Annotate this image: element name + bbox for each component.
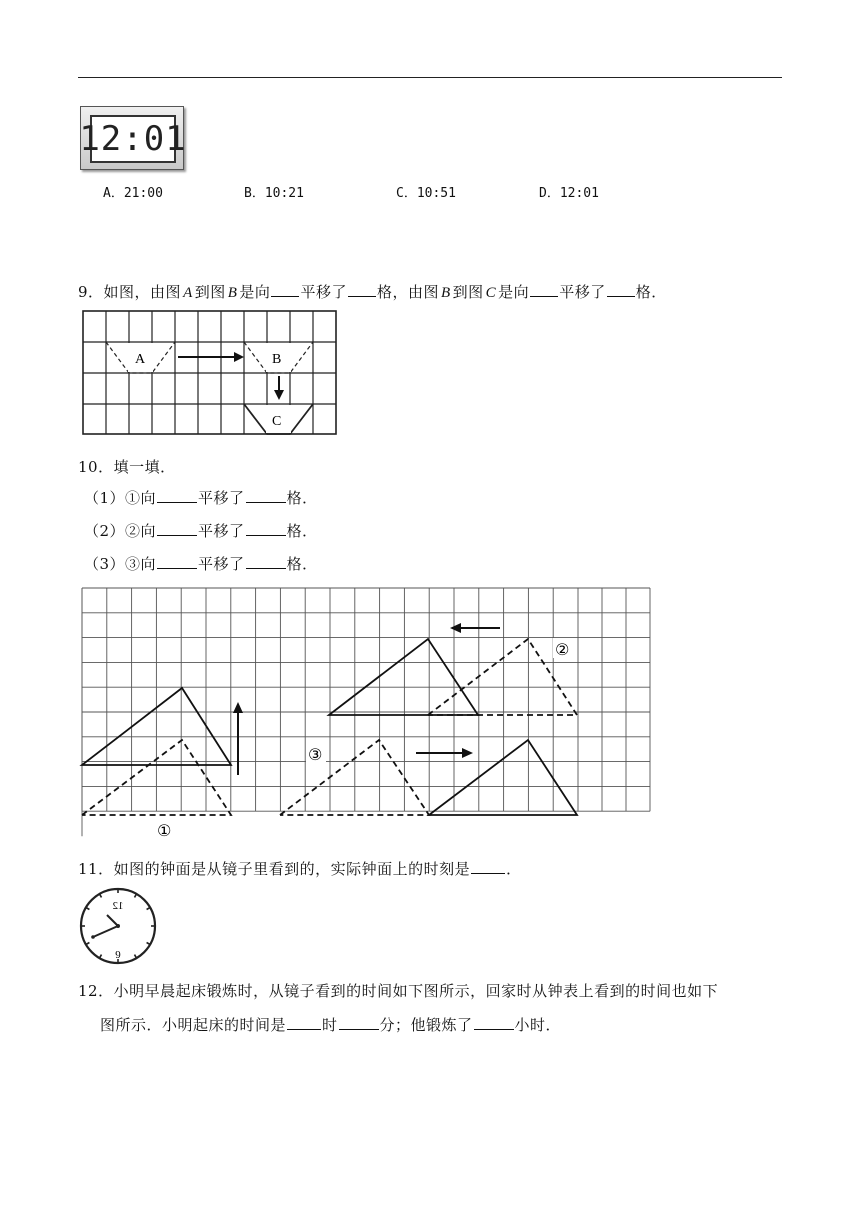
header-rule	[78, 77, 782, 78]
q10-item-2	[84, 520, 318, 541]
q10-item-3	[84, 553, 318, 574]
label-b: B	[272, 352, 282, 367]
mark-3: ③	[308, 745, 323, 764]
shape-3-solid	[429, 740, 577, 815]
q10-item-1	[84, 487, 318, 508]
mirror-clock	[78, 886, 160, 968]
item-suffix: 格．	[286, 555, 318, 573]
question-10-title: 10．填一填．	[78, 458, 176, 476]
q12-text: 时	[322, 1016, 338, 1034]
answer-blank[interactable]	[607, 282, 635, 297]
q9-text: 格．	[635, 283, 667, 301]
figure-b-label: B	[227, 285, 238, 301]
label-a: A	[135, 352, 146, 367]
q12-text: 图所示．小明起床的时间是	[100, 1016, 287, 1034]
option-value: 10:21	[264, 186, 304, 201]
digital-clock	[79, 106, 187, 170]
figure-b-label: B	[440, 285, 451, 301]
option-b[interactable]	[244, 182, 304, 201]
q11-suffix: ．	[506, 860, 522, 878]
option-a[interactable]	[103, 182, 163, 201]
mark-2: ②	[555, 640, 570, 659]
question-12-line-1: 12．小明早晨起床锻炼时，从镜子看到的时间如下图所示，回家时从钟表上看到的时间也如下	[78, 982, 719, 1000]
answer-blank[interactable]	[157, 521, 197, 536]
q11-text: 11．如图的钟面是从镜子里看到的，实际钟面上的时刻是	[78, 860, 471, 878]
answer-blank[interactable]	[530, 282, 558, 297]
q12-text: 小时．	[514, 1016, 562, 1034]
answer-blank[interactable]	[471, 859, 505, 874]
answer-blank[interactable]	[246, 521, 286, 536]
answer-blank[interactable]	[157, 554, 197, 569]
answer-blank[interactable]	[339, 1015, 379, 1030]
q9-text: 是向	[239, 283, 271, 301]
answer-blank[interactable]	[157, 488, 197, 503]
option-value: 21:00	[123, 186, 163, 201]
answer-blank[interactable]	[246, 554, 286, 569]
q9-text: 到图	[194, 283, 226, 301]
q9-text: 平移了	[300, 283, 347, 301]
q10-grid-figure	[78, 585, 653, 840]
item-prefix: （2）②向	[84, 522, 157, 540]
option-value: 12:01	[559, 186, 599, 201]
question-9	[78, 281, 667, 302]
answer-blank[interactable]	[474, 1015, 514, 1030]
q9-text: 平移了	[559, 283, 606, 301]
q9-text: 是向	[498, 283, 530, 301]
q9-text: 格，由图	[376, 283, 439, 301]
option-label: C．	[396, 186, 417, 201]
option-value: 10:51	[416, 186, 456, 201]
answer-blank[interactable]	[287, 1015, 321, 1030]
clock-number-6: 6	[115, 948, 121, 960]
question-12-line-2	[100, 1014, 561, 1035]
answer-blank[interactable]	[348, 282, 376, 297]
option-label: B．	[244, 186, 265, 201]
answer-blank[interactable]	[246, 488, 286, 503]
figure-a-label: A	[183, 285, 193, 301]
option-label: A．	[103, 186, 124, 201]
answer-blank[interactable]	[271, 282, 299, 297]
q9-text: 到图	[452, 283, 484, 301]
item-mid: 平移了	[198, 522, 245, 540]
clock-digits: 12:01	[79, 119, 187, 159]
item-mid: 平移了	[198, 555, 245, 573]
option-c[interactable]	[396, 182, 456, 201]
label-c: C	[272, 414, 282, 429]
item-suffix: 格．	[286, 489, 318, 507]
q9-text: 如图，由图	[103, 283, 182, 301]
q9-grid-figure	[82, 310, 338, 436]
option-d[interactable]	[539, 182, 599, 201]
item-suffix: 格．	[286, 522, 318, 540]
figure-c-label: C	[485, 285, 497, 301]
clock-number-12: 12	[112, 900, 124, 912]
shape-2-solid	[329, 639, 478, 715]
option-label: D．	[539, 186, 560, 201]
q12-text: 分；他锻炼了	[379, 1016, 473, 1034]
item-mid: 平移了	[198, 489, 245, 507]
question-number: 9．	[78, 283, 104, 301]
item-prefix: （1）①向	[84, 489, 157, 507]
question-11	[78, 858, 522, 879]
item-prefix: （3）③向	[84, 555, 157, 573]
mark-1: ①	[157, 821, 172, 840]
